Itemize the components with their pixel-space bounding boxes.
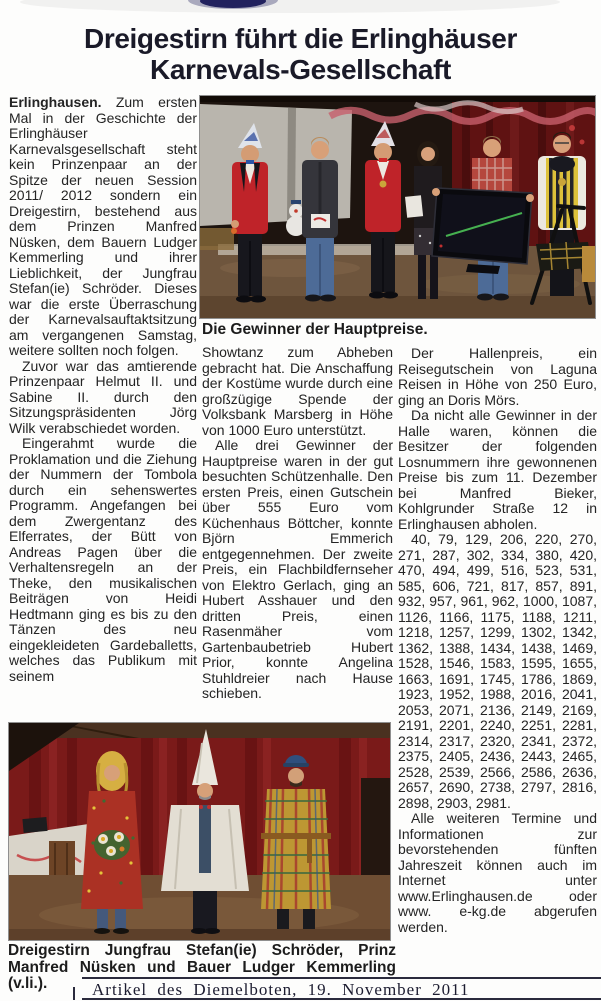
dateline: Erlinghausen.: [9, 95, 102, 110]
photo-dreigestirn: [8, 722, 391, 941]
article-paragraph: Alle drei Gewinner der Hauptpreise waren in der gut besuchten Schützenhalle. Den ersten Preis, einen Gutschein über 555 Euro vom Küchenhaus Böttcher, konnte Björn Emmerich entgegennehmen. Der zweite Preis, ein Flachbildfernseher von Elektro Gerlach, ging an Hubert Asshauer und den dritten Preis, einen Rasenmäher vom Gartenbaubetrieb Hubert Prior, konnte Angelina Stuhldreier nach Hause schieben.: [202, 437, 393, 701]
article-paragraph: Alle weiteren Termine und Informationen zur bevorstehenden fünften Jahreszeit können auch im Internet unter www.Erlinghausen.de oder www. e-kg.de abgerufen werden.: [398, 810, 597, 935]
source-attribution: Artikel des Diemelboten, 19. November 2011: [82, 977, 601, 1000]
article-column-left: [9, 95, 197, 723]
headline-line-2: Karnevals-Gesellschaft: [150, 54, 451, 85]
article-headline: [0, 23, 601, 85]
flower-bouquet: [94, 830, 130, 860]
paragraph-text: Zum ersten Mal in der Geschichte der Erlinghäuser Karnevalsgesellschaft steht kein Prinzenpaar an der Spitze der neuen Session 2011/ 2012 sondern ein Dreigestirn, bestehend aus dem Prinzen Manfred Nüsken, dem Bauern Ludger Kemmerling und ihrer Lieblichkeit, der Jungfrau Stefan(ie) Schröder. Dieses war die erste Überraschung der Karnevalsauftaktsitzung am vergangenen Samstag, weitere sollten noch folgen.: [9, 95, 197, 358]
article-paragraph: Der Hallenpreis, ein Reisegutschein von Laguna Reisen in Höhe von 250 Euro, ging an Doris Mörs.: [398, 346, 597, 408]
photo-prize-winners: [199, 95, 596, 319]
article-paragraph: Da nicht alle Gewinner in der Halle waren, können die Besitzer der folgenden Losnummern ihre gewonnenen Preise bis zum 11. Dezember bei Manfred Bieker, Kohlgrunder Straße 12 in Erlinghausen abholen.: [398, 407, 597, 532]
person-winner-bjoern: [302, 137, 338, 302]
article-paragraph: Zuvor war das amtierende Prinzenpaar Helmut II. und Sabine II. durch den Sitzungspräsidenten Jörg Wilk verabschiedet worden.: [9, 357, 197, 436]
photo-bottom-caption: Dreigestirn Jungfrau Stefan(ie) Schröder, Prinz Manfred Nüsken und Bauer Ludger Kemmerling (v.li.).: [8, 942, 396, 992]
cropped-logo-remnant: [0, 0, 601, 22]
article-paragraph: Eingerahmt wurde die Proklamation und die Ziehung der Nummern der Tombola durch ein sehenswertes Programm. Angefangen bei dem Zwergentanz des Elferrates, der Bütt von Andreas Pagen über die Verhaltensregeln an der Theke, den musikalischen Beiträgen von Heidi Hedtmann ging es bis zu den Tänzen des neu eingekleideten Gardeballetts, welches das Publikum mit seinem: [9, 435, 197, 684]
article-column-middle: [202, 345, 393, 720]
article-paragraph: Showtanz zum Abheben gebracht hat. Die Anschaffung der Kostüme wurde durch eine großzügige Spende der Volksbank Marsberg in Höhe von 1000 Euro unterstützt.: [202, 345, 393, 438]
lot-numbers-list: 40, 79, 129, 206, 220, 270, 271, 287, 302, 334, 380, 420, 470, 494, 499, 516, 523, 531, 585, 606, 721, 817, 857, 891, 932, 957, 961, 962, 1000, 1087, 1126, 1166, 1175, 1188, 1211, 1218, 1257, 1299, 1302, 1342, 1362, 1388, 1434, 1438, 1469, 1528, 1546, 1583, 1595, 1655, 1663, 1691, 1745, 1786, 1869, 1923, 1952, 1988, 2016, 2041, 2053, 2071, 2136, 2149, 2169, 2191, 2201, 2240, 2251, 2281, 2314, 2317, 2320, 2341, 2372, 2375, 2405, 2436, 2443, 2465, 2528, 2539, 2566, 2586, 2636, 2657, 2690, 2738, 2797, 2816, 2898, 2903, 2981.: [398, 531, 597, 811]
photo-top-caption: Die Gewinner der Hauptpreise.: [202, 321, 428, 338]
footer-tick-mark: [73, 987, 75, 1000]
headline-line-1: Dreigestirn führt die Erlinghäuser: [84, 23, 517, 54]
article-column-right: [398, 346, 597, 980]
article-paragraph: [9, 95, 197, 359]
